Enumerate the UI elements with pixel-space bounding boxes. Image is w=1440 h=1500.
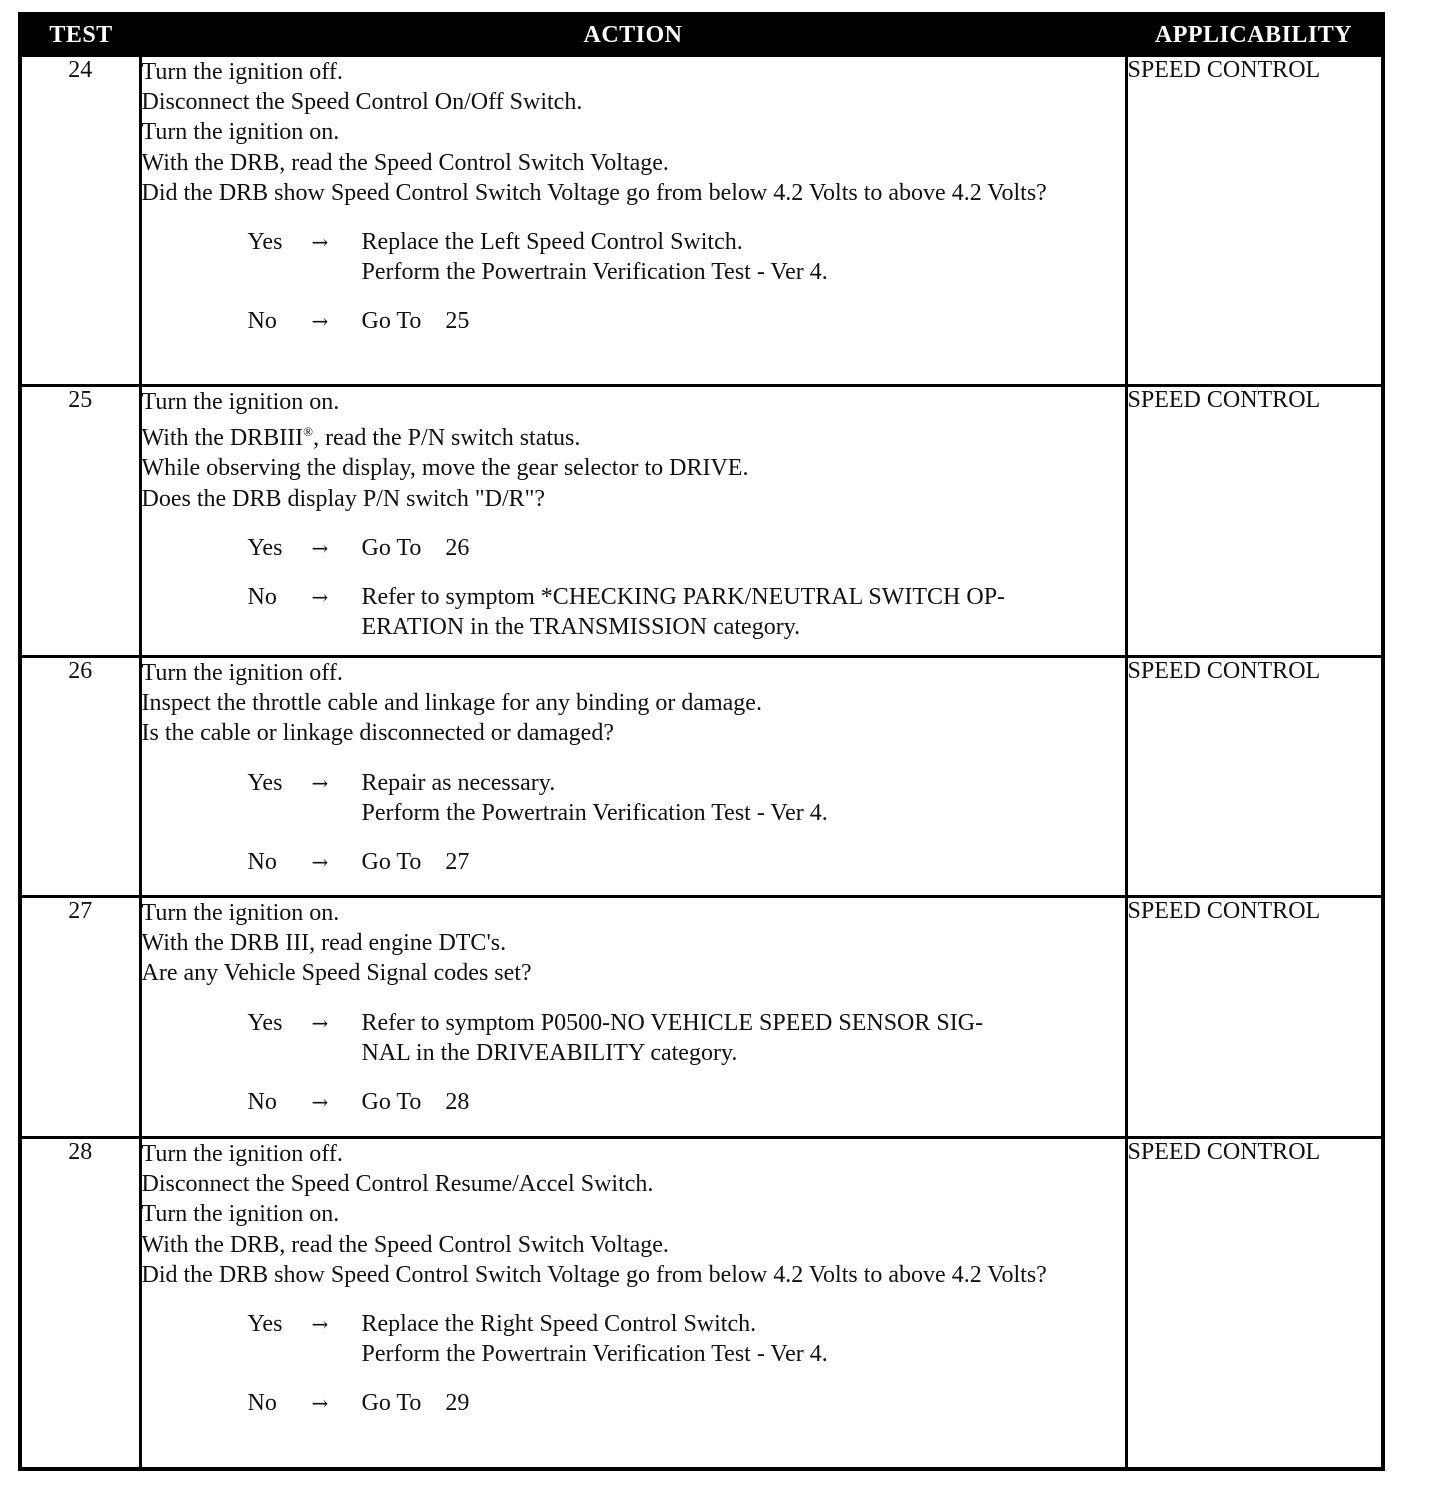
right-arrow-icon: → xyxy=(311,850,329,875)
yes-answer xyxy=(142,1008,1125,1068)
no-result xyxy=(362,582,1125,642)
no-answer xyxy=(142,1087,1125,1117)
table-row xyxy=(20,897,1383,1138)
table-row xyxy=(20,657,1383,897)
yes-answer xyxy=(142,1309,1125,1369)
table-body xyxy=(20,56,1383,1469)
yes-result xyxy=(362,533,1125,563)
yes-result xyxy=(362,768,1125,828)
yes-label: Yes xyxy=(247,229,283,256)
applicability-cell: SPEED CONTROL xyxy=(1126,386,1383,657)
yes-answer xyxy=(142,768,1125,828)
action-step: With the DRB, read the Speed Control Switch Voltage. xyxy=(141,1231,669,1258)
right-arrow-icon: → xyxy=(311,1312,329,1337)
action-cell xyxy=(140,56,1126,386)
action-step: With the DRB III, read engine DTC's. xyxy=(141,930,507,957)
applicability-cell: SPEED CONTROL xyxy=(1126,56,1383,386)
test-number: 24 xyxy=(20,56,140,386)
goto-text: Go To xyxy=(361,1390,422,1417)
test-number: 27 xyxy=(20,897,140,1138)
goto-test-number: 28 xyxy=(445,1089,470,1116)
right-arrow-icon: → xyxy=(311,1090,329,1115)
action-step: Did the DRB show Speed Control Switch Voltage go from below 4.2 Volts to above 4.2 Volts? xyxy=(141,179,1047,206)
answer-block xyxy=(142,1309,1125,1419)
action-cell xyxy=(140,1138,1126,1469)
result-line xyxy=(362,847,1125,877)
action-step: Did the DRB show Speed Control Switch Voltage go from below 4.2 Volts to above 4.2 Volts? xyxy=(141,1261,1047,1288)
test-number: 25 xyxy=(20,386,140,657)
no-label: No xyxy=(247,1390,277,1417)
applicability-cell: SPEED CONTROL xyxy=(1126,897,1383,1138)
action-step: With the DRB, read the Speed Control Switch Voltage. xyxy=(141,149,669,176)
right-arrow-icon: → xyxy=(311,535,329,560)
result-line: Replace the Left Speed Control Switch. xyxy=(361,229,743,256)
result-line: Refer to symptom *CHECKING PARK/NEUTRAL SWITCH OP- xyxy=(361,584,1006,611)
goto-test-number: 26 xyxy=(445,534,470,561)
result-line: Perform the Powertrain Verification Test - Ver 4. xyxy=(361,259,828,286)
header-test: TEST xyxy=(20,14,140,56)
right-arrow-icon: → xyxy=(311,309,329,334)
result-line xyxy=(362,533,1125,563)
right-arrow-icon: → xyxy=(311,230,329,255)
table-row xyxy=(20,1138,1383,1469)
action-cell xyxy=(140,897,1126,1138)
goto-test-number: 25 xyxy=(445,308,470,335)
goto-text: Go To xyxy=(361,534,422,561)
action-step: Turn the ignition off. xyxy=(141,1141,343,1167)
action-step: Turn the ignition on. xyxy=(141,900,340,926)
action-cell xyxy=(140,657,1126,897)
no-result xyxy=(362,847,1125,877)
answer-block xyxy=(142,533,1125,643)
no-label: No xyxy=(247,584,277,611)
yes-label: Yes xyxy=(247,1009,283,1036)
test-number: 26 xyxy=(20,657,140,897)
action-step: Turn the ignition on. xyxy=(141,119,340,146)
action-step: Is the cable or linkage disconnected or damaged? xyxy=(141,720,614,747)
test-number: 28 xyxy=(20,1138,140,1469)
result-line xyxy=(362,1087,1125,1117)
result-line xyxy=(362,1388,1125,1418)
applicability-cell: SPEED CONTROL xyxy=(1126,1138,1383,1469)
action-step: While observing the display, move the gear selector to DRIVE. xyxy=(141,455,749,482)
table-row xyxy=(20,386,1383,657)
result-line: ERATION in the TRANSMISSION category. xyxy=(361,614,801,641)
yes-label: Yes xyxy=(247,1311,283,1338)
header-action: ACTION xyxy=(140,14,1126,56)
table-header-row xyxy=(20,14,1383,56)
result-line: Refer to symptom P0500-NO VEHICLE SPEED SENSOR SIG- xyxy=(361,1009,984,1036)
answer-block xyxy=(142,227,1125,337)
yes-answer xyxy=(142,533,1125,563)
yes-label: Yes xyxy=(247,769,283,796)
action-step: Turn the ignition off. xyxy=(141,59,343,85)
yes-result xyxy=(362,227,1125,287)
no-answer xyxy=(142,1388,1125,1418)
result-line: Repair as necessary. xyxy=(361,769,556,796)
applicability-cell: SPEED CONTROL xyxy=(1126,657,1383,897)
action-step: With the DRBIII®, read the P/N switch status. xyxy=(141,424,581,452)
right-arrow-icon: → xyxy=(311,585,329,610)
yes-answer xyxy=(142,227,1125,287)
header-applicability: APPLICABILITY xyxy=(1126,14,1383,56)
no-result xyxy=(362,1087,1125,1117)
no-label: No xyxy=(247,308,277,335)
result-line: Perform the Powertrain Verification Test - Ver 4. xyxy=(361,1341,828,1368)
goto-text: Go To xyxy=(361,308,422,335)
action-step: Disconnect the Speed Control On/Off Switch. xyxy=(141,89,583,116)
goto-text: Go To xyxy=(361,849,422,876)
no-answer xyxy=(142,582,1125,642)
answer-block xyxy=(142,768,1125,878)
goto-test-number: 27 xyxy=(445,849,470,876)
table-row xyxy=(20,56,1383,386)
no-answer xyxy=(142,847,1125,877)
right-arrow-icon: → xyxy=(311,1010,329,1035)
diagnostic-table xyxy=(18,12,1385,1471)
goto-test-number: 29 xyxy=(445,1390,470,1417)
yes-result xyxy=(362,1309,1125,1369)
no-label: No xyxy=(247,1089,277,1116)
no-label: No xyxy=(247,849,277,876)
action-step: Disconnect the Speed Control Resume/Accel Switch. xyxy=(141,1171,654,1198)
action-step: Inspect the throttle cable and linkage for any binding or damage. xyxy=(141,690,762,717)
action-step: Turn the ignition off. xyxy=(141,660,343,686)
right-arrow-icon: → xyxy=(311,1391,329,1416)
no-answer xyxy=(142,306,1125,336)
result-line xyxy=(362,306,1125,336)
diagnostic-procedure-sheet xyxy=(18,12,1381,1471)
action-step: Turn the ignition on. xyxy=(141,1201,340,1228)
action-step: Does the DRB display P/N switch "D/R"? xyxy=(141,485,546,512)
yes-result xyxy=(362,1008,1125,1068)
right-arrow-icon: → xyxy=(311,770,329,795)
goto-text: Go To xyxy=(361,1089,422,1116)
action-step: Are any Vehicle Speed Signal codes set? xyxy=(141,960,532,987)
yes-label: Yes xyxy=(247,534,283,561)
action-cell xyxy=(140,386,1126,657)
result-line: NAL in the DRIVEABILITY category. xyxy=(361,1039,738,1066)
no-result xyxy=(362,306,1125,336)
result-line: Replace the Right Speed Control Switch. xyxy=(361,1311,757,1338)
action-step: Turn the ignition on. xyxy=(141,389,340,415)
no-result xyxy=(362,1388,1125,1418)
result-line: Perform the Powertrain Verification Test - Ver 4. xyxy=(361,799,828,826)
answer-block xyxy=(142,1008,1125,1118)
